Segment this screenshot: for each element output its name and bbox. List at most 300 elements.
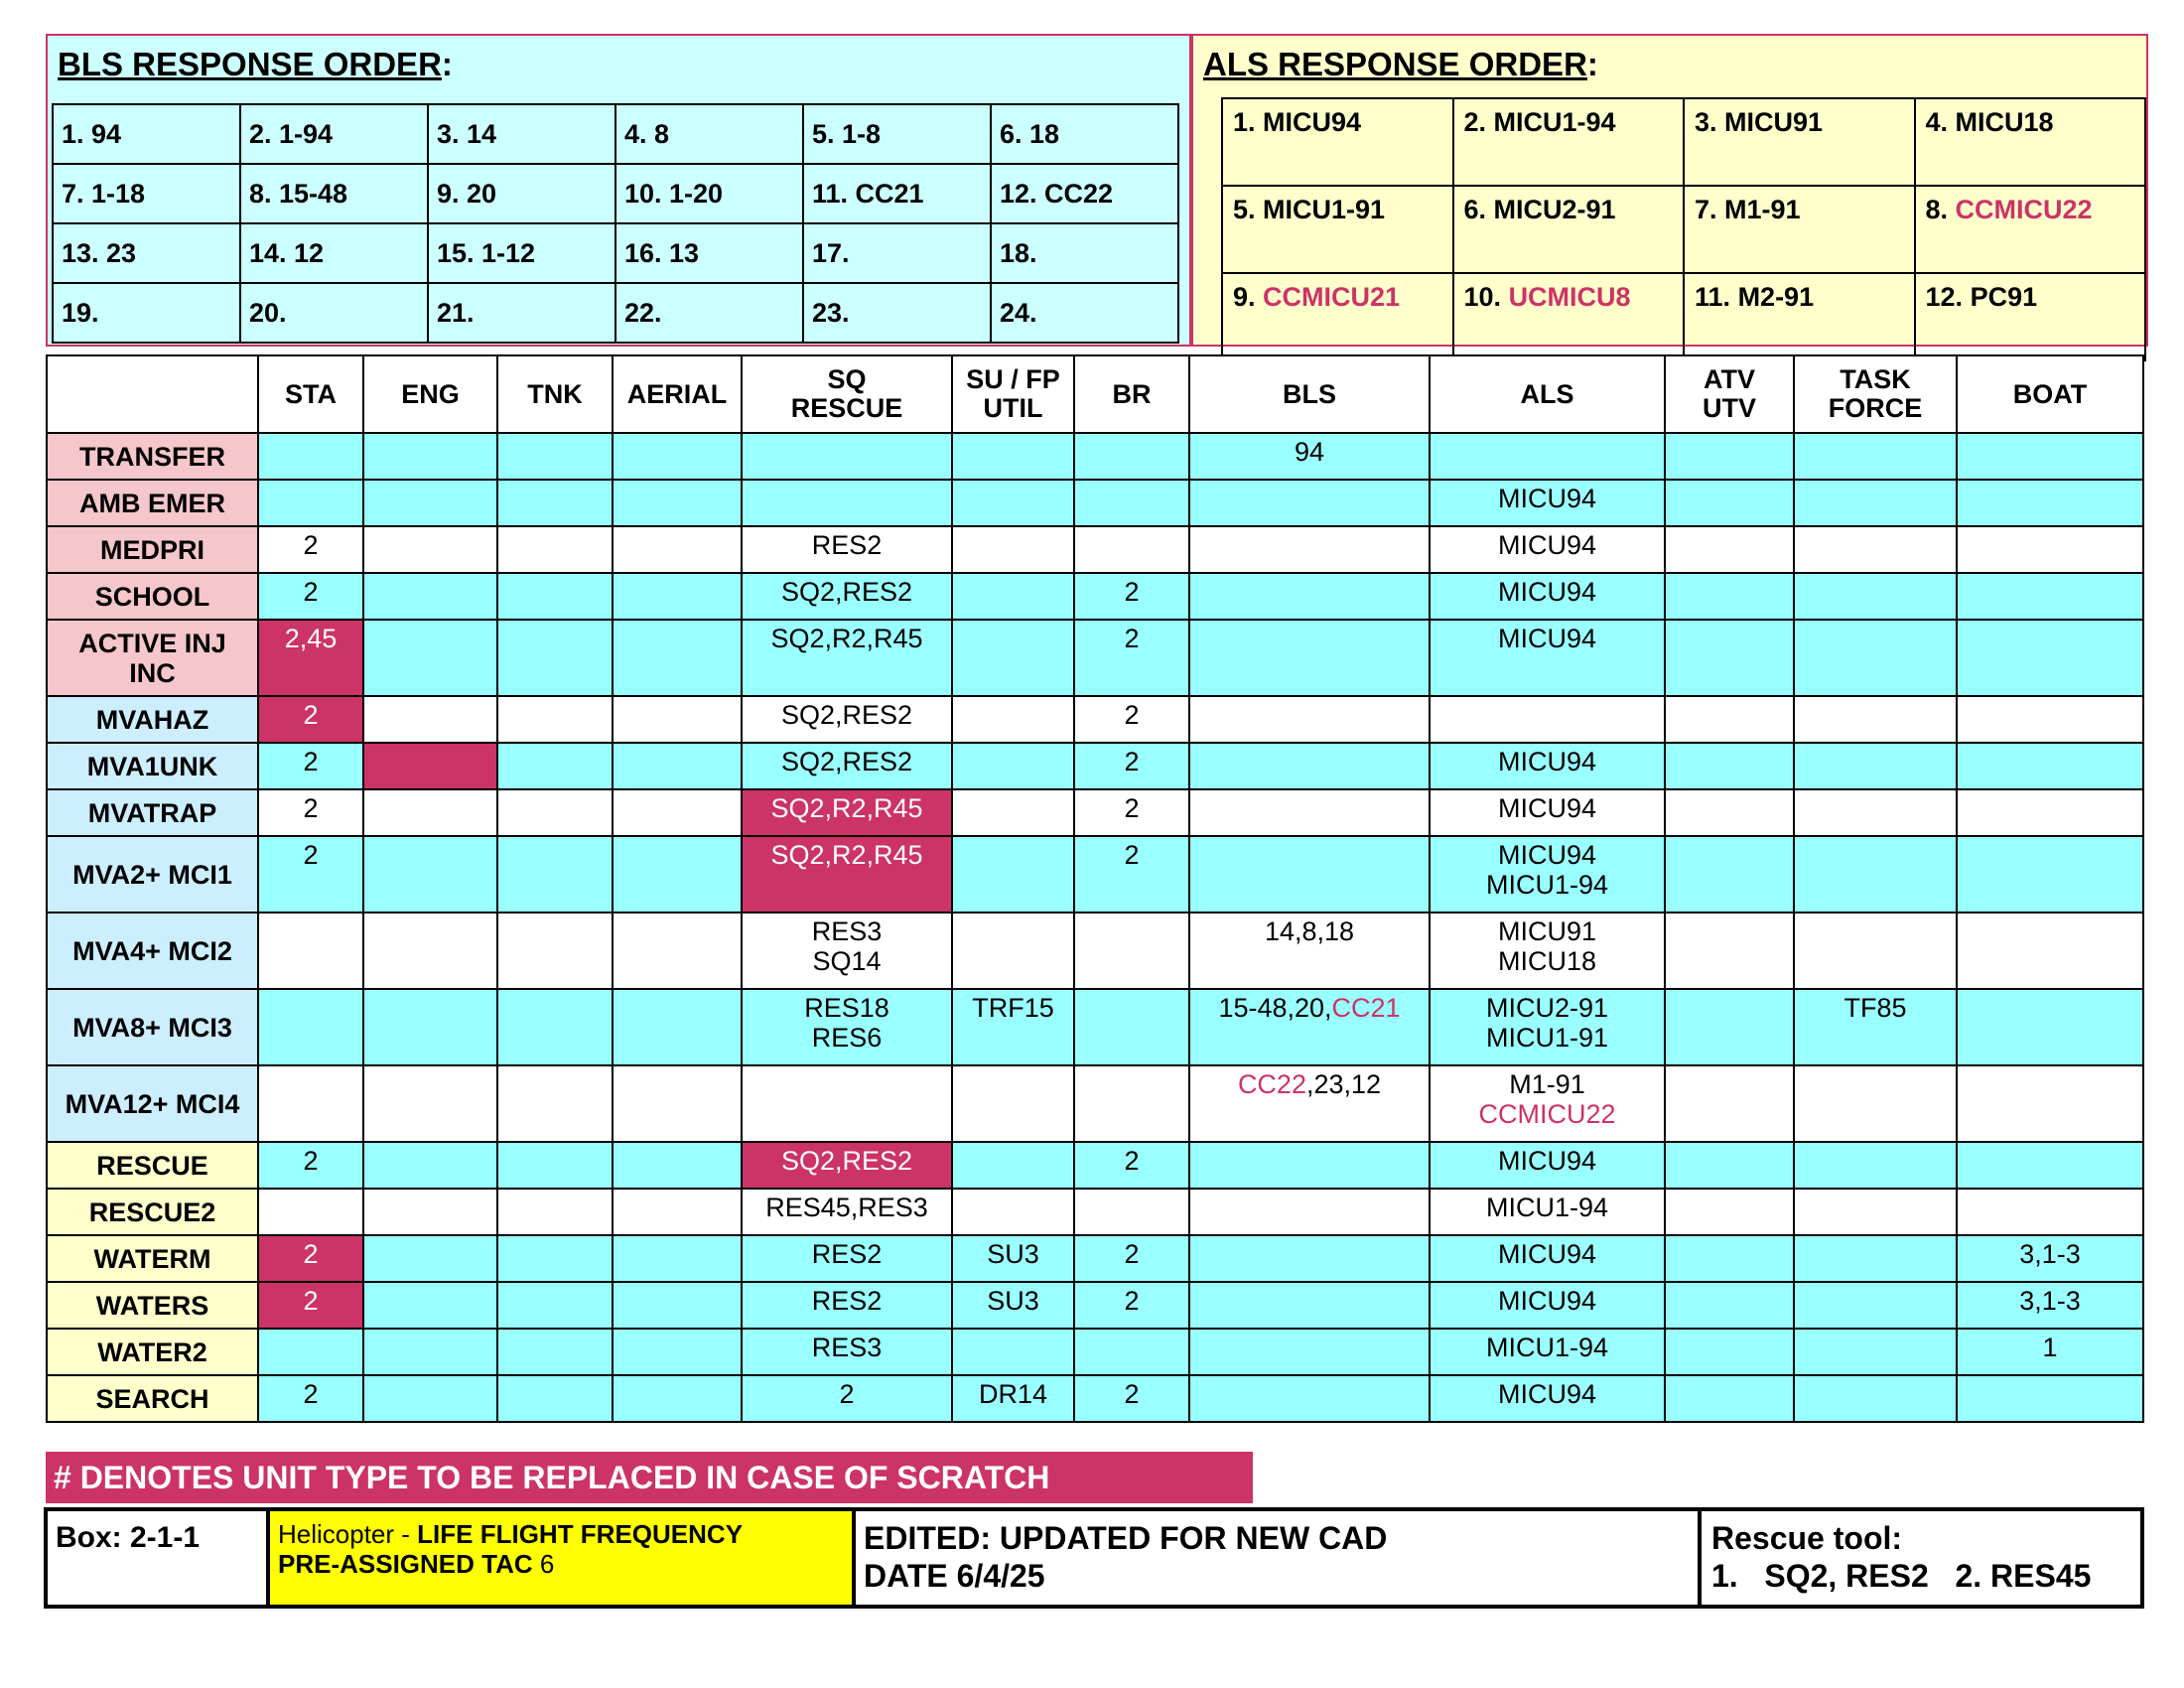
table-cell: 14,8,18: [1189, 913, 1430, 989]
bls-order-row: [53, 223, 1178, 283]
table-cell: [613, 1142, 742, 1189]
table-cell: [497, 1329, 613, 1375]
table-cell: 2: [1074, 1142, 1189, 1189]
als-order-number: 3.: [1695, 107, 1717, 137]
table-cell: RES2: [742, 1282, 952, 1329]
table-cell: [497, 789, 613, 836]
table-cell: [952, 1329, 1074, 1375]
table-cell: 2: [258, 836, 363, 913]
table-cell: [1794, 789, 1957, 836]
table-cell: 2: [258, 526, 363, 573]
table-cell: [1074, 526, 1189, 573]
bls-order-cell: 21.: [428, 283, 615, 343]
table-cell: [1665, 1142, 1794, 1189]
table-cell: [1189, 1375, 1430, 1422]
table-cell: [1189, 836, 1430, 913]
table-cell: [363, 620, 497, 696]
table-cell: [363, 1142, 497, 1189]
table-cell: [1665, 573, 1794, 620]
table-cell: [363, 836, 497, 913]
table-cell: [1794, 480, 1957, 526]
rescue-tool-info: [1702, 1511, 2140, 1605]
table-cell: [952, 1065, 1074, 1142]
table-cell: [1665, 433, 1794, 480]
table-cell: 15-48,20,CC21: [1189, 989, 1430, 1065]
table-cell: 2,45: [258, 620, 363, 696]
table-row: [47, 913, 2143, 989]
table-cell: [1957, 1189, 2143, 1235]
helicopter-line-2: PRE-ASSIGNED TAC 6: [278, 1549, 555, 1579]
table-row: [47, 1189, 2143, 1235]
table-cell: MICU94: [1430, 526, 1665, 573]
row-label: RESCUE: [47, 1142, 258, 1189]
table-cell: 3,1-3: [1957, 1235, 2143, 1282]
table-cell: [1665, 1282, 1794, 1329]
table-cell: [613, 1065, 742, 1142]
bls-order-row: [53, 283, 1178, 343]
table-row: [47, 573, 2143, 620]
table-cell: [1794, 1329, 1957, 1375]
bls-order-cell: 16. 13: [615, 223, 803, 283]
table-cell: [952, 1142, 1074, 1189]
table-cell: 94: [1189, 433, 1430, 480]
column-header: STA: [258, 355, 363, 433]
bls-order-cell: 2. 1-94: [240, 104, 428, 164]
bls-order-cell: 11. CC21: [803, 164, 991, 223]
row-label: MVA2+ MCI1: [47, 836, 258, 913]
table-cell: 2: [258, 743, 363, 789]
table-cell: [497, 573, 613, 620]
table-cell: [952, 526, 1074, 573]
helicopter-line-1: Helicopter - LIFE FLIGHT FREQUENCY: [278, 1519, 744, 1549]
table-cell: [1430, 433, 1665, 480]
table-cell: [1189, 1189, 1430, 1235]
table-cell: CC22,23,12: [1189, 1065, 1430, 1142]
rescue-tool-title: Rescue tool:: [1711, 1520, 1903, 1556]
table-cell: [1794, 620, 1957, 696]
table-cell: [1957, 989, 2143, 1065]
table-cell: 2: [1074, 1375, 1189, 1422]
table-cell: 2: [1074, 573, 1189, 620]
als-order-row: [1222, 186, 2145, 273]
table-cell: [258, 989, 363, 1065]
table-cell: [952, 696, 1074, 743]
table-cell: [1665, 526, 1794, 573]
table-cell: [1074, 1065, 1189, 1142]
als-order-cell: [1684, 273, 1915, 360]
table-cell: [613, 836, 742, 913]
red-unit: CCMICU22: [1478, 1099, 1616, 1129]
table-cell: SU3: [952, 1282, 1074, 1329]
table-cell: [497, 1282, 613, 1329]
table-cell: 2: [258, 1375, 363, 1422]
table-cell: MICU94: [1430, 1375, 1665, 1422]
row-label: WATER2: [47, 1329, 258, 1375]
table-cell: [497, 1142, 613, 1189]
table-cell: [1189, 743, 1430, 789]
table-cell: [497, 836, 613, 913]
table-cell: [1957, 480, 2143, 526]
corner-header: [47, 355, 258, 433]
table-cell: [1665, 696, 1794, 743]
row-label: AMB EMER: [47, 480, 258, 526]
table-cell: [258, 1329, 363, 1375]
red-unit: CC22: [1237, 1069, 1306, 1099]
row-label: ACTIVE INJ INC: [47, 620, 258, 696]
edited-date: DATE 6/4/25: [864, 1558, 1045, 1594]
table-cell: [1430, 696, 1665, 743]
table-cell: [1074, 1189, 1189, 1235]
table-cell: [1665, 743, 1794, 789]
table-cell: [952, 743, 1074, 789]
column-header: AERIAL: [613, 355, 742, 433]
table-cell: [363, 433, 497, 480]
als-order-unit: UCMICU8: [1508, 282, 1631, 312]
table-cell: [363, 1235, 497, 1282]
table-cell: [1957, 1375, 2143, 1422]
als-order-unit: M2-91: [1737, 282, 1815, 312]
table-cell: [1665, 913, 1794, 989]
table-cell: [742, 480, 952, 526]
bls-order-row: [53, 104, 1178, 164]
helicopter-info: [270, 1511, 856, 1605]
table-cell: MICU94 MICU1-94: [1430, 836, 1665, 913]
als-order-number: 2.: [1463, 107, 1487, 137]
table-cell: [1794, 433, 1957, 480]
bls-order-cell: 20.: [240, 283, 428, 343]
table-cell: [1957, 1142, 2143, 1189]
table-cell: [1794, 526, 1957, 573]
bls-order-cell: 7. 1-18: [53, 164, 240, 223]
als-order-number: 5.: [1233, 195, 1256, 224]
table-cell: TRF15: [952, 989, 1074, 1065]
als-order-unit: CCMICU22: [1955, 195, 2093, 224]
rescue-tool-list: 1. SQ2, RES2 2. RES45: [1711, 1558, 2092, 1594]
red-unit: CC21: [1331, 993, 1401, 1023]
scratch-note-banner: # DENOTES UNIT TYPE TO BE REPLACED IN CASE OF SCRATCH: [46, 1452, 1253, 1503]
edited-info: [856, 1511, 1702, 1605]
table-cell: 2: [1074, 743, 1189, 789]
table-cell: [497, 480, 613, 526]
als-response-order-title: ALS RESPONSE ORDER:: [1203, 46, 1598, 82]
column-header: TASK FORCE: [1794, 355, 1957, 433]
table-row: [47, 1065, 2143, 1142]
bls-order-cell: 24.: [991, 283, 1178, 343]
table-cell: [742, 433, 952, 480]
als-order-number: 9.: [1233, 282, 1256, 312]
bls-order-cell: 14. 12: [240, 223, 428, 283]
table-cell: [1189, 1142, 1430, 1189]
table-cell: [1957, 433, 2143, 480]
table-cell: MICU94: [1430, 789, 1665, 836]
table-cell: MICU94: [1430, 1235, 1665, 1282]
table-cell: [1957, 526, 2143, 573]
table-cell: MICU94: [1430, 1142, 1665, 1189]
table-cell: RES18 RES6: [742, 989, 952, 1065]
table-cell: 2: [1074, 1282, 1189, 1329]
table-cell: MICU91 MICU18: [1430, 913, 1665, 989]
als-order-unit: MICU1-94: [1493, 107, 1616, 137]
bls-order-cell: 13. 23: [53, 223, 240, 283]
column-header: ENG: [363, 355, 497, 433]
table-cell: [1189, 573, 1430, 620]
bls-order-grid: [52, 103, 1179, 344]
als-order-cell: [1915, 186, 2146, 273]
response-matrix-table: [46, 354, 2144, 1423]
table-cell: MICU94: [1430, 743, 1665, 789]
column-header: BOAT: [1957, 355, 2143, 433]
table-cell: MICU94: [1430, 573, 1665, 620]
row-label: TRANSFER: [47, 433, 258, 480]
table-cell: 2: [258, 696, 363, 743]
table-cell: [1665, 1375, 1794, 1422]
table-cell: [952, 1189, 1074, 1235]
bls-order-cell: 12. CC22: [991, 164, 1178, 223]
table-cell: [258, 1065, 363, 1142]
als-order-number: 1.: [1233, 107, 1256, 137]
table-cell: SU3: [952, 1235, 1074, 1282]
footer-info-bar: [44, 1507, 2144, 1609]
table-cell: [1189, 696, 1430, 743]
als-order-cell: [1453, 98, 1685, 186]
table-cell: [1794, 913, 1957, 989]
column-header: TNK: [497, 355, 613, 433]
table-cell: [363, 1375, 497, 1422]
bls-response-order-title: BLS RESPONSE ORDER:: [58, 46, 453, 82]
table-row: [47, 1375, 2143, 1422]
table-cell: MICU1-94: [1430, 1189, 1665, 1235]
table-cell: [613, 480, 742, 526]
table-cell: [1794, 1189, 1957, 1235]
table-cell: [613, 789, 742, 836]
als-order-unit: CCMICU21: [1263, 282, 1401, 312]
table-cell: SQ2,RES2: [742, 573, 952, 620]
als-order-number: 11.: [1695, 282, 1731, 312]
table-cell: [613, 1329, 742, 1375]
table-cell: [1665, 836, 1794, 913]
table-cell: [613, 696, 742, 743]
bls-order-cell: 5. 1-8: [803, 104, 991, 164]
table-cell: [497, 1235, 613, 1282]
bls-order-cell: 3. 14: [428, 104, 615, 164]
row-label: MVA1UNK: [47, 743, 258, 789]
table-cell: [363, 696, 497, 743]
als-order-cell: [1915, 273, 2146, 360]
table-cell: SQ2,RES2: [742, 696, 952, 743]
table-cell: 1: [1957, 1329, 2143, 1375]
als-order-cell: [1915, 98, 2146, 186]
als-order-grid: [1221, 97, 2146, 361]
table-cell: M1-91 CCMICU22: [1430, 1065, 1665, 1142]
als-order-unit: MICU1-91: [1263, 195, 1386, 224]
table-cell: [363, 913, 497, 989]
table-cell: MICU1-94: [1430, 1329, 1665, 1375]
als-response-order-panel: [1191, 34, 2148, 347]
als-order-number: 12.: [1925, 282, 1964, 312]
table-cell: [952, 789, 1074, 836]
table-cell: 2: [258, 789, 363, 836]
row-label: WATERS: [47, 1282, 258, 1329]
table-cell: [1074, 989, 1189, 1065]
column-header: SQ RESCUE: [742, 355, 952, 433]
table-cell: [952, 480, 1074, 526]
table-cell: [497, 433, 613, 480]
table-row: [47, 696, 2143, 743]
table-cell: TF85: [1794, 989, 1957, 1065]
table-cell: [497, 913, 613, 989]
table-cell: [1957, 696, 2143, 743]
table-cell: [613, 526, 742, 573]
table-cell: [1957, 620, 2143, 696]
als-order-number: 7.: [1695, 195, 1717, 224]
table-cell: RES2: [742, 526, 952, 573]
table-cell: [258, 913, 363, 989]
table-cell: [613, 1375, 742, 1422]
bls-order-cell: 22.: [615, 283, 803, 343]
table-cell: [497, 620, 613, 696]
table-cell: [1794, 1375, 1957, 1422]
table-cell: [1957, 1065, 2143, 1142]
als-order-unit: MICU94: [1263, 107, 1362, 137]
table-cell: 2: [1074, 836, 1189, 913]
als-order-cell: [1453, 186, 1685, 273]
als-order-unit: PC91: [1970, 282, 2038, 312]
table-cell: [363, 1189, 497, 1235]
bls-order-cell: 19.: [53, 283, 240, 343]
table-cell: [1665, 480, 1794, 526]
table-row: [47, 743, 2143, 789]
table-cell: 2: [258, 1235, 363, 1282]
table-cell: [1189, 789, 1430, 836]
bls-order-cell: 18.: [991, 223, 1178, 283]
table-cell: [497, 989, 613, 1065]
table-cell: [952, 913, 1074, 989]
column-header: BR: [1074, 355, 1189, 433]
table-cell: [1665, 1329, 1794, 1375]
table-cell: 2: [1074, 789, 1189, 836]
table-cell: 3,1-3: [1957, 1282, 2143, 1329]
table-cell: [952, 836, 1074, 913]
table-cell: [1189, 526, 1430, 573]
als-order-unit: MICU91: [1724, 107, 1824, 137]
table-row: [47, 433, 2143, 480]
table-cell: [613, 433, 742, 480]
column-header: ALS: [1430, 355, 1665, 433]
table-cell: [1189, 1235, 1430, 1282]
table-cell: [952, 620, 1074, 696]
table-cell: [1074, 1329, 1189, 1375]
als-order-row: [1222, 273, 2145, 360]
bls-order-cell: 15. 1-12: [428, 223, 615, 283]
table-cell: 2: [1074, 696, 1189, 743]
table-row: [47, 1235, 2143, 1282]
table-cell: 2: [258, 573, 363, 620]
als-order-cell: [1684, 98, 1915, 186]
table-cell: [952, 573, 1074, 620]
table-row: [47, 989, 2143, 1065]
als-order-unit: MICU2-91: [1493, 195, 1616, 224]
table-cell: [613, 1189, 742, 1235]
als-order-cell: [1684, 186, 1915, 273]
table-cell: [363, 1282, 497, 1329]
table-cell: [1957, 789, 2143, 836]
row-label: RESCUE2: [47, 1189, 258, 1235]
table-cell: [497, 743, 613, 789]
row-label: MVAHAZ: [47, 696, 258, 743]
bls-order-row: [53, 164, 1178, 223]
row-label: WATERM: [47, 1235, 258, 1282]
als-order-unit: M1-91: [1724, 195, 1801, 224]
als-order-number: 8.: [1925, 195, 1949, 224]
bls-order-cell: 10. 1-20: [615, 164, 803, 223]
table-row: [47, 620, 2143, 696]
bls-order-cell: 9. 20: [428, 164, 615, 223]
table-cell: [363, 743, 497, 789]
table-cell: MICU94: [1430, 480, 1665, 526]
als-order-cell: [1222, 98, 1453, 186]
table-cell: [1794, 1235, 1957, 1282]
table-cell: [613, 1235, 742, 1282]
als-order-number: 10.: [1463, 282, 1502, 312]
als-order-cell: [1453, 273, 1685, 360]
table-cell: [363, 1065, 497, 1142]
table-cell: RES2: [742, 1235, 952, 1282]
table-cell: [1074, 480, 1189, 526]
table-cell: [1665, 1065, 1794, 1142]
column-header: ATV UTV: [1665, 355, 1794, 433]
table-cell: [497, 1065, 613, 1142]
table-cell: [497, 1189, 613, 1235]
table-cell: [952, 433, 1074, 480]
row-label: SCHOOL: [47, 573, 258, 620]
table-cell: [1074, 913, 1189, 989]
als-order-cell: [1222, 186, 1453, 273]
row-label: SEARCH: [47, 1375, 258, 1422]
bls-order-cell: 4. 8: [615, 104, 803, 164]
table-cell: [1794, 743, 1957, 789]
als-order-cell: [1222, 273, 1453, 360]
bls-order-cell: 23.: [803, 283, 991, 343]
bls-response-order-panel: [46, 34, 1191, 347]
edited-line: EDITED: UPDATED FOR NEW CAD: [864, 1520, 1388, 1556]
column-header: SU / FP UTIL: [952, 355, 1074, 433]
als-order-number: 4.: [1925, 107, 1949, 137]
table-cell: SQ2,RES2: [742, 1142, 952, 1189]
table-row: [47, 1329, 2143, 1375]
row-label: MVA8+ MCI3: [47, 989, 258, 1065]
table-row: [47, 1282, 2143, 1329]
bls-order-cell: 17.: [803, 223, 991, 283]
table-cell: [258, 1189, 363, 1235]
column-header: BLS: [1189, 355, 1430, 433]
table-cell: [1665, 789, 1794, 836]
table-cell: RES3 SQ14: [742, 913, 952, 989]
row-label: MVATRAP: [47, 789, 258, 836]
table-cell: [1957, 573, 2143, 620]
als-order-number: 6.: [1463, 195, 1487, 224]
table-cell: [1794, 573, 1957, 620]
table-cell: [1665, 1189, 1794, 1235]
table-row: [47, 480, 2143, 526]
table-cell: [1957, 913, 2143, 989]
table-cell: [1189, 480, 1430, 526]
als-order-row: [1222, 98, 2145, 186]
table-cell: 2: [742, 1375, 952, 1422]
table-cell: [1794, 1282, 1957, 1329]
table-cell: [1794, 836, 1957, 913]
table-cell: 2: [258, 1142, 363, 1189]
table-cell: [613, 573, 742, 620]
